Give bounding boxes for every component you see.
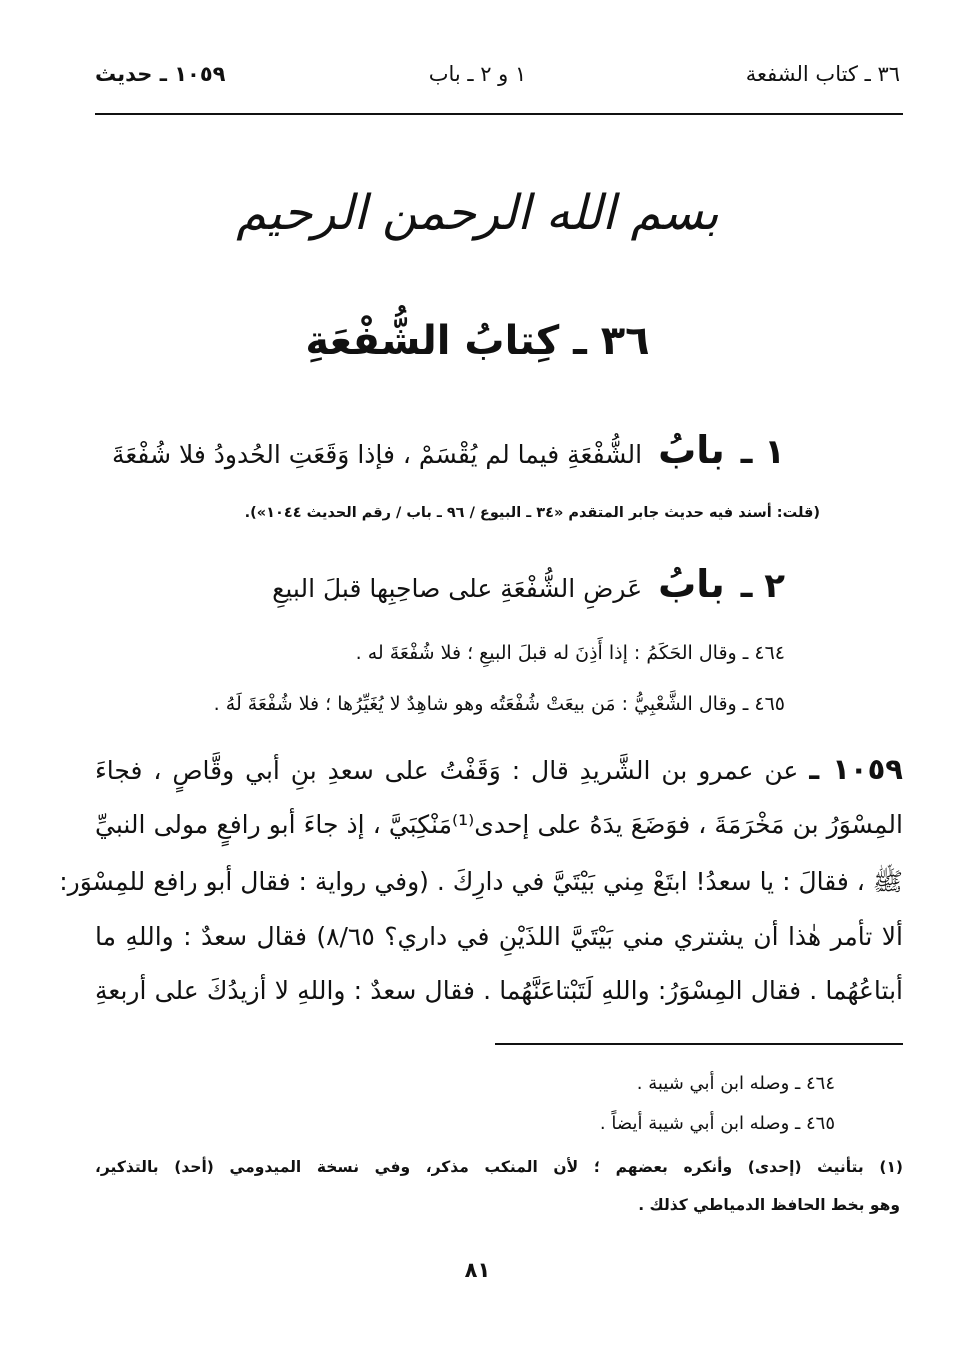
hadith-line: المِسْوَرُ بن مَخْرَمَةَ ، فوَضَعَ يدَهُ على إحدى⁽¹⁾مَنْكِبَيَّ ، إذ جاءَ أبو رافعٍ مولى النبيِّ bbox=[95, 810, 903, 839]
hadith-line bbox=[95, 752, 903, 786]
running-header-book: ٣٦ ـ كتاب الشفعة bbox=[745, 62, 900, 86]
chapter-heading-2 bbox=[272, 562, 785, 606]
book-title: ٣٦ ـ كِتابُ الشُّفْعَةِ bbox=[305, 318, 650, 364]
footnote-464: ٤٦٤ ـ وصله ابن أبي شيبة . bbox=[636, 1073, 835, 1094]
running-header-chapters: ١ و ٢ ـ باب bbox=[428, 62, 527, 86]
footnote-1-line-1: (١) بتأنيث (إحدى) وأنكره بعضهم ؛ لأن المنكب مذكر، وفي نسخة الميدومي (أحد) بالتذكير، bbox=[95, 1158, 903, 1176]
chapter-bab-word: بابُ bbox=[658, 428, 725, 472]
running-header-hadith: ١٠٥٩ ـ حديث bbox=[95, 62, 226, 86]
editor-note: (قلت: أسند فيه حديث جابر المتقدم «٣٤ ـ البيوع / ٩٦ ـ باب / رقم الحديث ١٠٤٤»). bbox=[244, 505, 820, 521]
athar-465: ٤٦٥ ـ وقال الشَّعْبِيُّ : مَن بيعَتْ شُفْعَتُه وهو شاهِدٌ لا يُغَيِّرُها ؛ فلا شُفْعَةَ لَهُ . bbox=[213, 693, 785, 715]
chapter-bab-word: بابُ bbox=[658, 562, 725, 606]
chapter-title: عَرضِ الشُّفْعَةِ على صاحِبِها قبلَ البيعِ bbox=[272, 574, 643, 603]
footnote-1-line-2: وهو بخط الحافظ الدمياطي كذلك . bbox=[638, 1196, 900, 1214]
hadith-line: ﷺ ، فقالَ : يا سعدُ! ابتَعْ مِني بَيْتَيَّ في دارِكَ . (وفي رواية : فقال أبو رافع للمِسْوَر: bbox=[59, 867, 903, 896]
hadith-number: ١٠٥٩ ـ bbox=[809, 752, 903, 786]
footnote-rule bbox=[495, 1043, 903, 1045]
chapter-number: ٢ ـ bbox=[740, 566, 785, 606]
footnote-465: ٤٦٥ ـ وصله ابن أبي شيبة أيضاً . bbox=[599, 1113, 835, 1134]
basmala-calligraphy: بسم الله الرحمن الرحيم bbox=[236, 185, 719, 241]
hadith-line: أبتاعُهُما . فقال المِسْوَرُ: واللهِ لَتَبْتاعَنَّهُما . فقال سعدٌ : واللهِ لا أزيدُكَ على أربعةِ bbox=[95, 976, 903, 1005]
chapter-title: الشُّفْعَةِ فيما لم يُقْسَمْ ، فإذا وَقَعَتِ الحُدودُ فلا شُفْعَةَ bbox=[111, 440, 643, 469]
header-rule bbox=[95, 113, 903, 115]
hadith-line: ألا تأمر هٰذا أن يشتري مني بَيْتَيَّ اللذَيْنِ في داري؟ ٨/٦٥) فقال سعدٌ : واللهِ ما bbox=[95, 922, 903, 951]
hadith-text: عن عمرو بن الشَّريدِ قال : وَقَفْتُ على سعدِ بنِ أبي وقَّاصٍ ، فجاءَ bbox=[95, 756, 799, 785]
page-number: ٨١ bbox=[464, 1258, 491, 1282]
athar-464: ٤٦٤ ـ وقال الحَكَمُ : إذا أَذِنَ له قبلَ البيعِ ؛ فلا شُفْعَةَ له . bbox=[355, 642, 785, 664]
chapter-number: ١ ـ bbox=[740, 432, 785, 472]
chapter-heading-1 bbox=[112, 428, 785, 472]
